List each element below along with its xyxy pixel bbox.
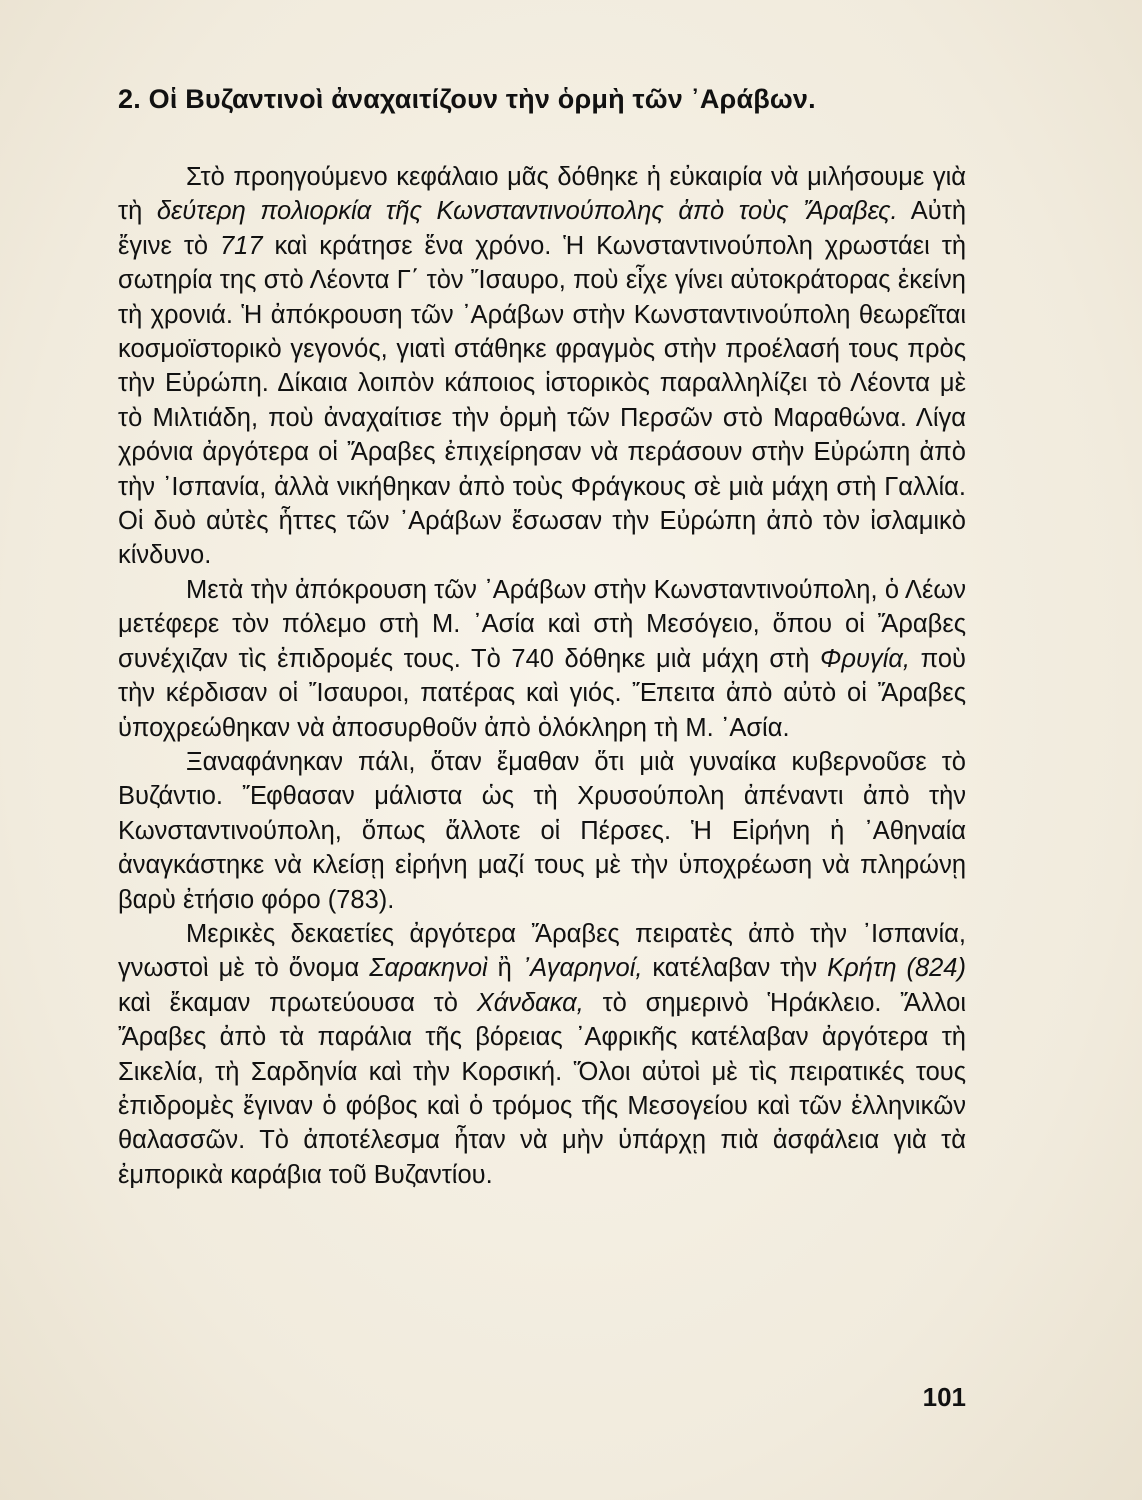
- page-content: [118, 82, 966, 1192]
- page-number: 101: [922, 1382, 966, 1412]
- paragraph: [118, 573, 966, 745]
- text-run: καὶ ἔκαμαν πρωτεύουσα τὸ: [118, 988, 477, 1017]
- italic-text: Κρήτη (824): [827, 954, 966, 983]
- text-run: τὸ σημερινὸ Ἡράκλειο. Ἄλλοι Ἄραβες ἀπὸ τὰ παράλια τῆς βόρειας ᾿Αφρικῆς κατέλαβαν ἀργότερα τὴ Σικελία, τὴ Σαρδηνία καὶ τὴν Κορσική. Ὅλοι αὐτοὶ μὲ τὶς πειρατικές τους ἐπιδρομὲς ἔγιναν ὁ φόβος καὶ ὁ τρόμος τῆς Μεσογείου καὶ τῶν ἑλληνικῶν θαλασσῶν. Τὸ ἀποτέλεσμα ἦταν νὰ μὴν ὑπάρχῃ πιὰ ἀσφάλεια γιὰ τὰ ἐμπορικὰ καράβια τοῦ Βυζαντίου.: [118, 988, 966, 1189]
- text-run: Αὐτὴ ἔγινε τὸ: [118, 197, 966, 260]
- section-heading: 2. Οἱ Βυζαντινοὶ ἀναχαιτίζουν τὴν ὁρμὴ τῶν ᾿Αράβων.: [118, 84, 816, 114]
- text-run: ποὺ τὴν κέρδισαν οἱ Ἴσαυροι, πατέρας καὶ γιός. Ἔπειτα ἀπὸ αὐτὸ οἱ Ἄραβες ὑποχρεώθηκαν νὰ ἀποσυρθοῦν ἀπὸ ὁλόκληρη τὴ Μ. ᾿Ασία.: [118, 644, 966, 742]
- italic-text: ᾿Αγαρηνοί,: [521, 954, 643, 983]
- text-run: Ξαναφάνηκαν πάλι, ὅταν ἔμαθαν ὅτι μιὰ γυναίκα κυβερνοῦσε τὸ Βυζάντιο. Ἔφθασαν μάλιστα ὡς τὴ Χρυσούπολη ἀπέναντι ἀπὸ τὴν Κωνσταντινούπολη, ὅπως ἄλλοτε οἱ Πέρσες. Ἡ Εἰρήνη ἡ ᾿Αθηναία ἀναγκάστηκε νὰ κλείσῃ εἰρήνη μαζί τους μὲ τὴν ὑποχρέωση νὰ πληρώνῃ βαρὺ ἐτήσιο φόρο (783).: [118, 747, 966, 914]
- italic-text: Χάνδακα,: [476, 988, 584, 1017]
- paragraph: [118, 160, 966, 573]
- paragraph: [118, 745, 966, 917]
- italic-text: Φρυγία,: [820, 644, 911, 673]
- body-text: [118, 160, 966, 1192]
- italic-text: δεύτερη πολιορκία τῆς Κωνσταντινούπολης ἀπὸ τοὺς Ἄραβες.: [156, 197, 898, 226]
- italic-text: 717: [220, 231, 263, 260]
- italic-text: Σαρακηνοὶ: [369, 954, 488, 983]
- text-run: κατέλαβαν τὴν: [642, 954, 828, 983]
- paragraph: [118, 917, 966, 1192]
- text-run: καὶ κράτησε ἕνα χρόνο. Ἡ Κωνσταντινούπολη χρωστάει τὴ σωτηρία της στὸ Λέοντα Γ΄ τὸν Ἴσαυρο, ποὺ εἶχε γίνει αὐτοκράτορας ἐκείνη τὴ χρονιά. Ἡ ἀπόκρουση τῶν ᾿Αράβων στὴν Κωνσταντινούπολη θεωρεῖται κοσμοϊστορικὸ γεγονός, γιατὶ στάθηκε φραγμὸς στὴν προέλασή τους πρὸς τὴν Εὐρώπη. Δίκαια λοιπὸν κάποιος ἱστορικὸς παραλληλίζει τὸ Λέοντα μὲ τὸ Μιλτιάδη, ποὺ ἀναχαίτισε τὴν ὁρμὴ τῶν Περσῶν στὸ Μαραθώνα. Λίγα χρόνια ἀργότερα οἱ Ἄραβες ἐπιχείρησαν νὰ περάσουν στὴν Εὐρώπη ἀπὸ τὴν ᾿Ισπανία, ἀλλὰ νικήθηκαν ἀπὸ τοὺς Φράγκους σὲ μιὰ μάχη στὴ Γαλλία. Οἱ δυὸ αὐτὲς ἧττες τῶν ᾿Αράβων ἔσωσαν τὴν Εὐρώπη ἀπὸ τὸν ἰσλαμικὸ κίνδυνο.: [118, 231, 967, 570]
- text-run: Μετὰ τὴν ἀπόκρουση τῶν ᾿Αράβων στὴν Κωνσταντινούπολη, ὁ Λέων μετέφερε τὸν πόλεμο στὴ Μ. ᾿Ασία καὶ στὴ Μεσόγειο, ὅπου οἱ Ἄραβες συνέχιζαν τὶς ἐπιδρομές τους. Τὸ 740 δόθηκε μιὰ μάχη στὴ: [118, 575, 966, 673]
- text-run: Μερικὲς δεκαετίες ἀργότερα Ἄραβες πειρατὲς ἀπὸ τὴν ᾿Ισπανία, γνωστοὶ μὲ τὸ ὄνομα: [118, 919, 966, 983]
- text-run: ἢ: [487, 954, 522, 983]
- text-run: Στὸ προηγούμενο κεφάλαιο μᾶς δόθηκε ἡ εὐκαιρία νὰ μιλήσουμε γιὰ τὴ: [118, 163, 966, 226]
